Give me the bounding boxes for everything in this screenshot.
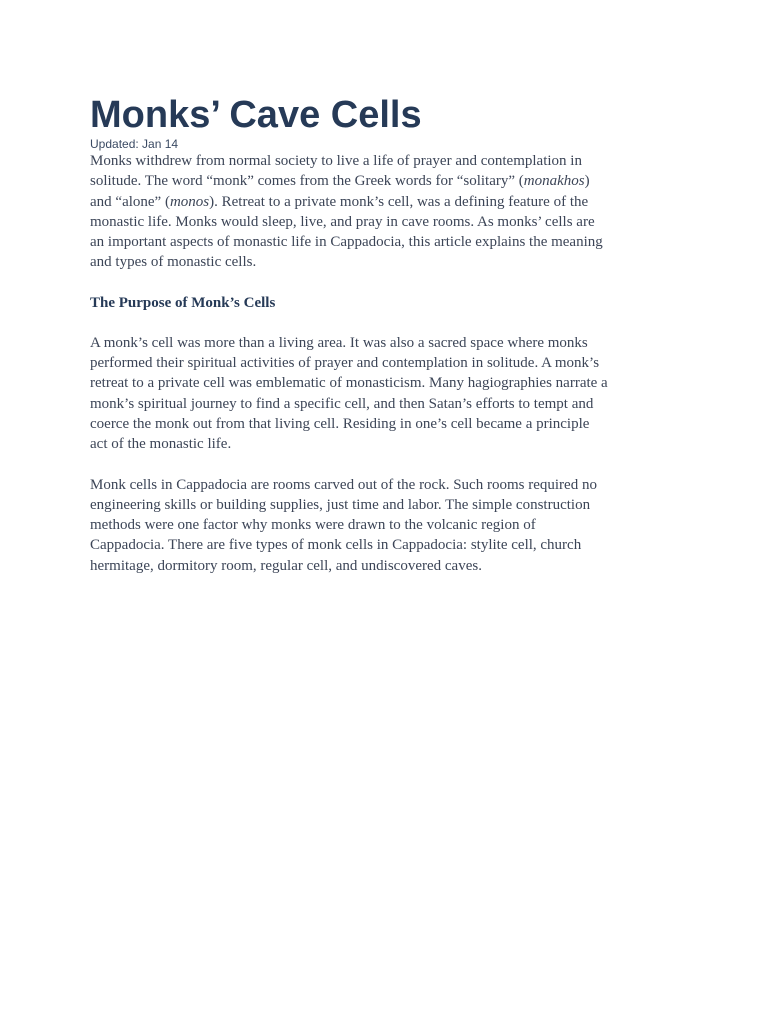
article	[90, 93, 680, 576]
text-line: Monk cells in Cappadocia are rooms carved out of the rock. Such rooms required no	[90, 476, 597, 493]
purpose-paragraph	[90, 333, 680, 455]
text-line: and types of monastic cells.	[90, 254, 257, 271]
text-line: Monks withdrew from normal society to live a life of prayer and contemplation in	[90, 153, 582, 169]
spacer	[90, 455, 680, 475]
greek-word-monakhos: monakhos	[523, 173, 585, 190]
text-line: monk’s spiritual journey to find a specific cell, and then Satan’s efforts to tempt and	[90, 395, 594, 412]
text-line: monastic life. Monks would sleep, live, and pray in cave rooms. As monks’ cells are	[90, 213, 595, 230]
greek-word-monos: monos	[169, 193, 210, 210]
spacer	[90, 273, 680, 293]
text-line: solitude. The word “monk” comes from the Greek words for “solitary” (monakhos)	[90, 173, 590, 190]
spacer	[90, 313, 680, 333]
text-line: hermitage, dormitory room, regular cell, and undiscovered caves.	[90, 557, 482, 574]
text-line: methods were one factor why monks were drawn to the volcanic region of	[90, 517, 536, 534]
text-line: Cappadocia. There are five types of monk cells in Cappadocia: stylite cell, church	[90, 537, 582, 554]
section-heading: The Purpose of Monk’s Cells	[90, 294, 276, 311]
text-line: performed their spiritual activities of prayer and contemplation in solitude. A monk’s	[90, 355, 600, 372]
intro-paragraph	[90, 151, 680, 273]
text-line: coerce the monk out from that living cell. Residing in one’s cell became a principle	[90, 415, 590, 432]
types-paragraph	[90, 475, 680, 576]
updated-date: Updated: Jan 14	[90, 137, 179, 151]
text-line: A monk’s cell was more than a living area. It was also a sacred space where monks	[90, 334, 588, 351]
text-line: retreat to a private cell was emblematic of monasticism. Many hagiographies narrate a	[90, 375, 608, 392]
page-title: Monks’ Cave Cells	[90, 94, 422, 136]
text-line: an important aspects of monastic life in Cappadocia, this article explains the meaning	[90, 234, 603, 251]
text-line: and “alone” (monos). Retreat to a private monk’s cell, was a defining feature of the	[90, 193, 589, 210]
text-line: act of the monastic life.	[90, 436, 232, 453]
text-line: engineering skills or building supplies, just time and labor. The simple construction	[90, 496, 591, 513]
